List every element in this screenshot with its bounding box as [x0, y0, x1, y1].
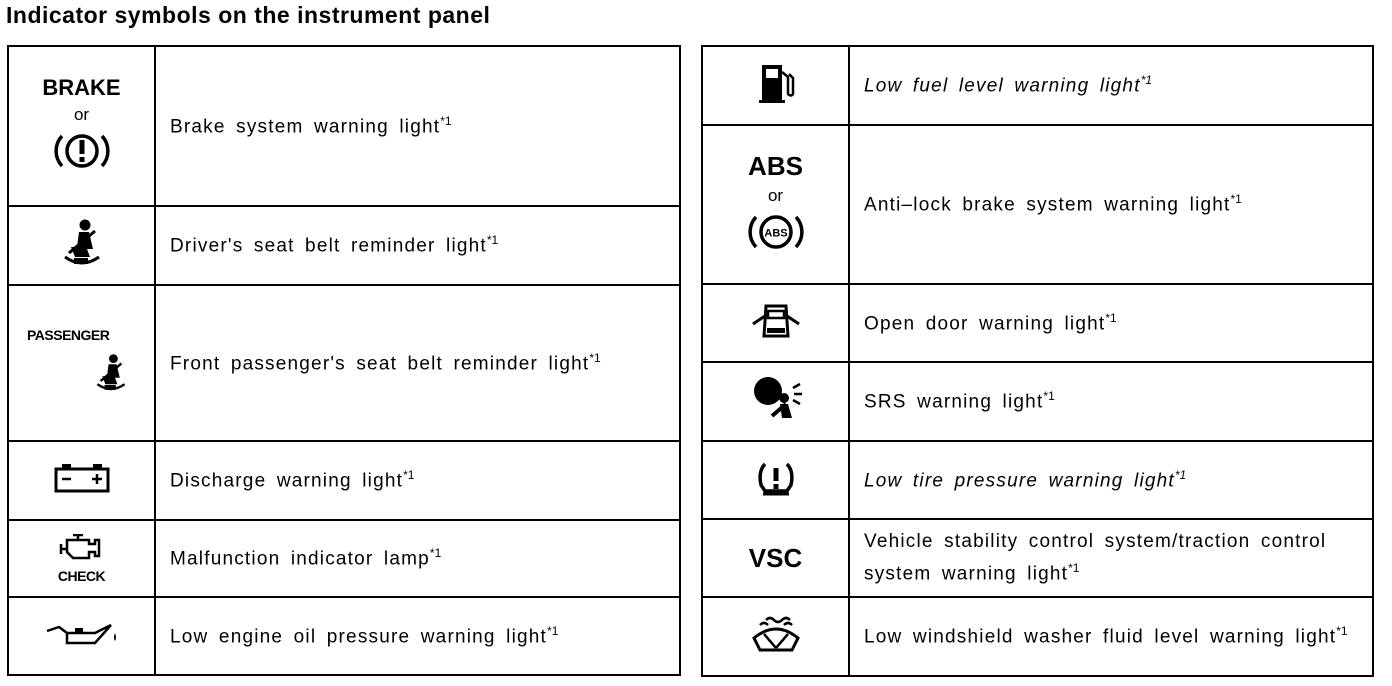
- washer-fluid-icon: [748, 614, 804, 654]
- check-engine-icon: [59, 534, 105, 562]
- table-row: [8, 206, 680, 285]
- footnote-mark: *1: [547, 623, 559, 638]
- table-row: [8, 285, 680, 441]
- description-text: Brake system warning light: [170, 116, 441, 138]
- or-text: or: [767, 185, 784, 205]
- symbol-cell: [702, 597, 849, 676]
- table-row: [702, 597, 1373, 676]
- symbol-cell: [702, 441, 849, 519]
- table-row: [8, 597, 680, 675]
- table-row: [702, 125, 1373, 284]
- indicator-table-left: [7, 45, 681, 676]
- description-text: Malfunction indicator lamp: [170, 548, 430, 570]
- description-text: Low fuel level warning light: [864, 75, 1141, 97]
- indicator-table-right: [701, 45, 1374, 677]
- footnote-mark: *1: [1068, 561, 1080, 576]
- vsc-text: VSC: [748, 542, 803, 573]
- symbol-cell: [8, 285, 155, 441]
- symbol-cell: [8, 206, 155, 285]
- symbol-cell: [8, 441, 155, 520]
- table-row: [702, 519, 1373, 597]
- footnote-mark: *1: [1230, 192, 1242, 207]
- description-cell: [849, 519, 1373, 597]
- description-text: Low tire pressure warning light: [864, 470, 1175, 492]
- open-door-icon: [748, 302, 804, 340]
- table-row: [702, 46, 1373, 125]
- description-text: Driver's seat belt reminder light: [170, 235, 487, 257]
- table-row: [8, 441, 680, 520]
- srs-airbag-icon: [746, 374, 806, 424]
- abs-icon-text: ABS: [763, 227, 788, 239]
- description-cell: [155, 206, 680, 285]
- description-cell: [849, 125, 1373, 284]
- description-cell: [155, 46, 680, 206]
- table-row: [8, 520, 680, 597]
- symbol-cell: [702, 362, 849, 441]
- table-row: [702, 362, 1373, 441]
- footnote-mark: *1: [403, 468, 415, 483]
- seat-belt-icon: [57, 217, 107, 269]
- tire-pressure-icon: [756, 459, 796, 497]
- abs-text: ABS: [748, 150, 803, 181]
- description-cell: [155, 285, 680, 441]
- footnote-mark: *1: [1043, 389, 1055, 404]
- footnote-mark: *1: [486, 233, 499, 248]
- description-text: Open door warning light: [864, 313, 1106, 335]
- footnote-mark: *1: [440, 113, 452, 128]
- symbol-cell: [702, 284, 849, 362]
- description-text-line1: Vehicle stability control system/traction control: [864, 531, 1327, 553]
- check-text: CHECK: [57, 567, 106, 584]
- footnote-mark: *1: [589, 350, 601, 365]
- description-text: SRS warning light: [864, 391, 1044, 413]
- or-text: or: [73, 104, 90, 124]
- description-cell: [849, 597, 1373, 676]
- battery-icon: [53, 462, 111, 494]
- description-cell: [849, 46, 1373, 125]
- description-cell: [849, 362, 1373, 441]
- abs-circle-icon: [744, 210, 808, 254]
- oil-can-icon: [45, 621, 119, 647]
- symbol-cell: [702, 46, 849, 125]
- description-text: Low windshield washer fluid level warning light: [864, 626, 1337, 648]
- fuel-pump-icon: [756, 62, 796, 104]
- description-cell: [155, 597, 680, 675]
- table-row: [8, 46, 680, 206]
- page-title: Indicator symbols on the instrument panel: [6, 2, 491, 28]
- footnote-mark: *1: [1336, 624, 1348, 639]
- table-row: [702, 441, 1373, 519]
- passenger-seat-belt-icon: [91, 351, 131, 395]
- description-cell: [155, 441, 680, 520]
- description-text: Discharge warning light: [170, 470, 404, 492]
- description-cell: [849, 284, 1373, 362]
- symbol-cell: [702, 519, 849, 597]
- description-cell: [155, 520, 680, 597]
- brake-warning-icon: [50, 129, 114, 173]
- description-text-line2: system warning light: [864, 563, 1069, 585]
- footnote-mark: *1: [1105, 310, 1117, 325]
- footnote-mark: *1: [1140, 73, 1153, 88]
- footnote-mark: *1: [429, 546, 442, 561]
- description-text: Anti–lock brake system warning light: [864, 194, 1231, 216]
- footnote-mark: *1: [1174, 467, 1187, 482]
- symbol-cell: [8, 597, 155, 675]
- symbol-cell: [8, 46, 155, 206]
- brake-text: BRAKE: [42, 74, 121, 100]
- table-row: [702, 284, 1373, 362]
- symbol-cell: [8, 520, 155, 597]
- description-text: Low engine oil pressure warning light: [170, 626, 548, 648]
- description-text: Front passenger's seat belt reminder light: [170, 353, 590, 375]
- description-cell: [849, 441, 1373, 519]
- symbol-cell: [702, 125, 849, 284]
- passenger-text: PASSENGER: [27, 326, 110, 343]
